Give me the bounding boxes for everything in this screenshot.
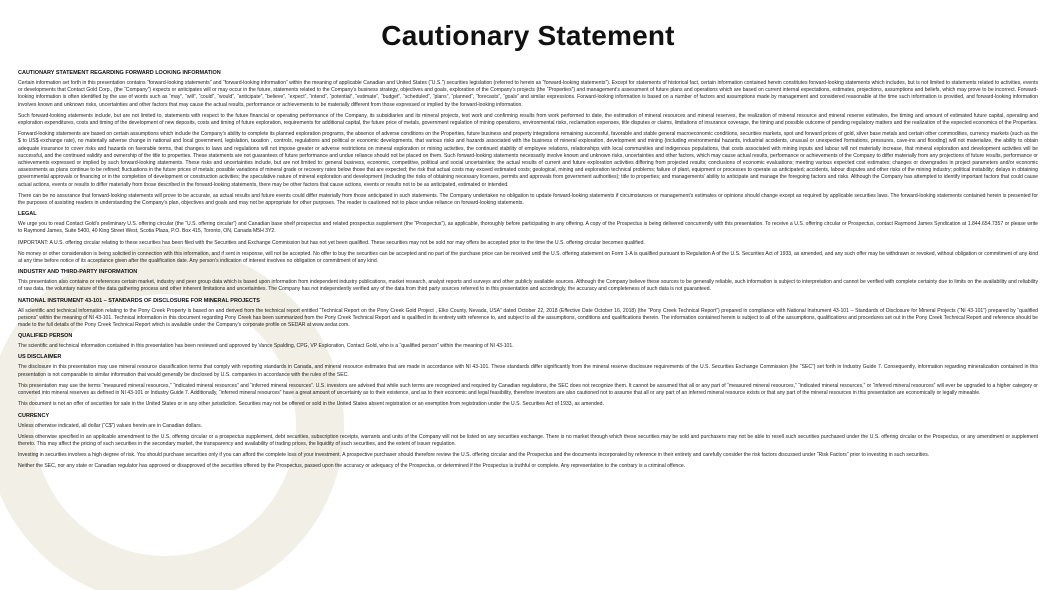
section-paragraph: The scientific and technical information contained in this presentation has been reviewed and approved by Vance Spalding, CPG, VP Exploration, Contact Gold, who is a “qualified person” within the meaning of NI 43-101. <box>18 343 514 350</box>
section-paragraph: Certain information set forth in this presentation contains “forward-looking statements” and “forward-looking information” within the meaning of applicable Canadian and United States (“U.S.”) securities legislation (referred to herein as “forward-looking statements”). Except for statements of historical fact, certain information contained herein constitutes forward-looking statements which includes, but is not limited to statements related to activities, events or developments that Contact Gold Corp., (the “Company”) expects or anticipates will or may occur in the future, statements related to the Company’s business strategy, objectives and goals, exploration of the Company’s projects (the “Properties”) and management’s assessment of future plans and operations which are based on current internal expectations, estimates, projections, assumptions and beliefs, which may prove to be incorrect. Forward-looking information is often identified by the use of words such as “may”, “will”, “could”, “would”, “anticipate”, “believe”, “expect”, “intend”, “potential”, “estimate”, “budget”, “scheduled”, “plans”, “planned”, “forecasts”, “goals” and similar expressions. Forward-looking information is based on a number of factors and assumptions made by management and considered reasonable at the time such information is provided, and forward-looking information involves known and unknown risks, uncertainties and other factors that may cause the actual results, performance or achievements to be materially different from those expressed or implied by the forward-looking information. <box>18 80 1038 108</box>
section-heading-legal: LEGAL <box>18 211 37 218</box>
section-paragraph: Forward-looking statements are based on certain assumptions which include the Company’s ability to complete its planned exploration programs, the absence of adverse conditions on the Properties, future business and property integrations remaining successful, favorable and stable general macroeconomic conditions, securities markets, spot and forward prices of gold, silver base metals and certain other commodities, currency markets (such as the $ to US$ exchange rate), no materially adverse change in national and local government, legislation, taxation , controls, regulations and political or economic developments, that various risks and hazards associated with the business of mineral exploration, development and mining (including environmental hazards, industrial accidents, unusual or unexpected formations, pressures, cave-ins and flooding) will not materialize, the ability to obtain adequate insurance to cover risks and hazards on favorable terms, that changes to laws and regulations will not impose greater or adverse restrictions on mineral exploration or mining activities, the continued stability of employee relations, relationships with local communities and indigenous populations, that costs associated with mining inputs and labour will not materially increase, that mineral exploration and development activities will be successful, and the continued validity and ownership of the title to properties. These statements are not guarantees of future performance and undue reliance should not be placed on them. Such forward-looking statements necessarily involve known and unknown risks, uncertainties and other factors, which may cause actual results, performance or achievements of the Company to differ materially from any projections of future results, performance or achievements expressed or implied by such forward-looking statements. These risks and uncertainties include, but are not limited to: general business, economic, competitive, political and social uncertainties; the actual results of current and future exploration activities differing from projected results; conclusions of economic evaluations; meeting various expected cost estimates; changes or downgrades in project parameters and/or economic assessments as plans continue to be refined; fluctuations in the future prices of metals; possible variations of mineral grade or recovery rates below those that are expected; the risk that actual costs may exceed estimated costs; geological, mining and exploration technical problems; failure of plant, equipment or processes to operate as anticipated; accidents, labour disputes and other risks of the mining industry; political instability; delays in obtaining governmental approvals or financing or in the completion of development or construction activities; the speculative nature of mineral exploration and development (including the risks of obtaining necessary licenses, permits and approvals from government authorities); title to properties; and managements’ ability to anticipate and manage the foregoing factors and risks. Although the Company has attempted to identify important factors that could cause actual actions, events or results to differ materially from those described in the forward-looking statements, there may be other factors that cause actions, events or results not to be as anticipated, estimated or intended. <box>18 131 1038 188</box>
page-title: Cautionary Statement <box>381 20 675 51</box>
section-paragraph: The disclosure in this presentation may use mineral resource classification terms that comply with reporting standards in Canada, and mineral resource estimates that are made in accordance with NI 43-101. These standards differ significantly from the mineral reserve disclosure requirements of the U.S. Securities Exchange Commission (the “SEC”) set forth in Industry Guide 7. Consequently, information regarding mineralization contained in this presentation is not comparable to similar information that would generally be disclosed by U.S. companies in accordance with the rules of the SEC. <box>18 364 1038 378</box>
section-heading-us-disclaimer: US DISCLAIMER <box>18 354 62 361</box>
section-paragraph: Investing in securities involves a high degree of risk. You should purchase securities only if you can afford the complete loss of your investment. A prospective purchaser should therefore review the U.S. offering circular and the Prospectus and the documents incorporated by reference in their entirety and carefully consider the risk factors discussed under “Risk Factors” prior to investing in such securities. <box>18 452 930 459</box>
section-paragraph: This presentation may use the terms “measured mineral resources,” “indicated mineral resources” and “inferred mineral resources”. U.S. investors are advised that while such terms are recognized and required by Canadian regulations, the SEC does not recognize them. It cannot be assumed that all or any part of “measured mineral resources,” “indicated mineral resources,” or “inferred mineral resources” will ever be upgraded to a higher category or converted into mineral reserves as defined in NI 43-101 or Industry Guide 7. Additionally, “inferred mineral resources” have a great amount of uncertainty as to their existence, and as to their economic and legal feasibility, therefore investors are also cautioned not to assume that all or any part of an inferred mineral resource exists or that any part of the mineral resources in this presentation are economically or legally mineable. <box>18 382 1038 397</box>
section-paragraph: This document is not an offer of securities for sale in the United States or in any other jurisdiction. Securities may not be offered or sold in the United States absent registration or an exemption from registration under the U.S. Securities Act of 1933, as amended. <box>18 401 604 408</box>
section-heading-qualified-person: QUALIFIED PERSON <box>18 333 73 340</box>
section-paragraph: No money or other consideration is being solicited in connection with this information, and if sent in response, will not be accepted. No offer to buy the securities can be accepted and no part of the purchase price can be received until the U.S. offering statement on Form 1-A is qualified pursuant to Regulation A of the U.S. Securities Act of 1933, as amended, and any such offer may be withdrawn or revoked, without obligation or commitment of any kind at any time before notice of its acceptance given after the qualification date. Any person’s indication of interest involves no obligation or commitment of any kind. <box>18 250 1038 265</box>
statement-body <box>18 68 1038 576</box>
section-paragraph: Unless otherwise specified in an applicable amendment to the U.S. offering circular or a prospectus supplement, debt securities, subscription receipts, warrants and units of the Company will not be listed on any securities exchange. There is no market through which these securities may be sold and purchasers may not be able to resell such securities purchased under the U.S. offering circular or the Prospectus, or any amendment or supplement thereto. This may affect the pricing of such securities in the secondary market, the transparency and availability of trading prices, the liquidity of such securities, and the extent of issuer regulation. <box>18 433 1038 447</box>
section-heading-forward-looking: CAUTIONARY STATEMENT REGARDING FORWARD LOOKING INFORMATION <box>18 70 221 76</box>
section-paragraph: All scientific and technical information relating to the Pony Creek Property is based on and derived from the technical report entitled “Technical Report on the Pony Creek Gold Project , Elko County, Nevada, USA” dated October 22, 2018 (Effective Date October 16, 2018) (the “Pony Creek Technical Report”) prepared in compliance with National Instrument 43-101 – Standards of Disclosure for Mineral Projects (“NI 43-101”) prepared by “qualified persons” within the meaning of NI 43-101. Technical information in this document regarding Pony Creek has been summarized from the Pony Creek Technical Report and is qualified in its entirety with reference to, and subject to all the assumptions, conditions and qualifications therein. The information contained herein is subject to all of the assumptions, qualifications and procedures set out in the Pony Creek Technical Report and reference should be made to the full details of the Pony Creek Technical Report which is available under the Company’s corporate profile on SEDAR at www.sedar.com. <box>18 307 1038 329</box>
section-paragraph: Neither the SEC, nor any state or Canadian regulator has approved or disapproved of the securities offered by the Prospectus, passed upon the accuracy or adequacy of the Prospectus, or determined if the Prospectus is truthful or complete. Any representation to the contrary is a criminal offence. <box>18 463 686 470</box>
section-heading-industry-third-party: INDUSTRY AND THIRD-PARTY INFORMATION <box>18 269 138 276</box>
section-paragraph: Unless otherwise indicated, all dollar (“C$”) values herein are in Canadian dollars. <box>18 422 203 429</box>
section-paragraph: There can be no assurance that forward-looking statements will prove to be accurate, as actual results and future events could differ materially from those anticipated in such statements. The Company undertakes no obligation to update forward-looking statements if circumstances or management’s estimates or opinions should change except as required by applicable securities laws. The forward-looking statements contained herein is presented for the purposes of assisting readers in understanding the Company’s plan, objectives and goals and may not be appropriate for other purposes. The reader is cautioned not to place undue reliance on forward-looking statements. <box>18 192 1038 207</box>
section-paragraph: Such forward-looking statements include, but are not limited to, statements with respect to the future financial or operating performance of the Company, its subsidiaries and its mineral projects, test work and confirming results from work performed to date, the estimation of mineral resources and mineral reserves, the realization of mineral resource and mineral reserve estimates, the timing and amount of estimated future capital, operating and exploration expenditures, costs and timing of the development of new deposits, costs and timing of future exploration, requirements for additional capital, the future price of metals, government regulation of mining operations, environmental risks, reclamation expenses, title disputes or claims, limitations of insurance coverage, the timing and possible outcome of pending regulatory matters and the realization of the expected economics of the Properties. <box>18 112 1038 127</box>
section-heading-ni-43-101: NATIONAL INSTRUMENT 43-101 – STANDARDS OF DISCLOSURE FOR MINERAL PROJECTS <box>18 297 260 304</box>
section-paragraph: IMPORTANT: A U.S. offering circular relating to these securities has been filed with the Securities and Exchange Commission but has not yet been qualified. These securities may not be sold nor may offers be accepted prior to the time the U.S. offering circular becomes qualified. <box>18 239 645 246</box>
section-paragraph: This presentation also contains or references certain market, industry and peer group data which is based upon information from independent industry publications, market research, analyst reports and surveys and other publicly available sources. Although the Company believe these sources to be generally reliable, such information is subject to interpretation and cannot be verified with complete certainty due to limits on the availability and reliability of raw data, the voluntary nature of the data gathering process and other inherent limitations and uncertainties. The Company has not independently verified any of the data from third party sources referred to in this presentation and accordingly, the accuracy and completeness of such data is not guaranteed. <box>18 279 1038 293</box>
section-heading-currency: CURRENCY <box>18 412 50 419</box>
section-paragraph: We urge you to read Contact Gold’s preliminary U.S. offering circular (the “U.S. offering circular”) and Canadian base shelf prospectus and related prospectus supplement (the “Prospectus”), as applicable, thoroughly before participating in any offering. A copy of the Prospectus is being delivered concurrently with this presentation. To receive a U.S. offering circular or Prospectus, contact Raymond James Syndication at 1.844.654.7357 or please write to Raymond James, Suite 5400, 40 King Street West, Scotia Plaza, P.O. Box 415, Toronto, ON, Canada M5H 3Y2. <box>18 221 1038 235</box>
